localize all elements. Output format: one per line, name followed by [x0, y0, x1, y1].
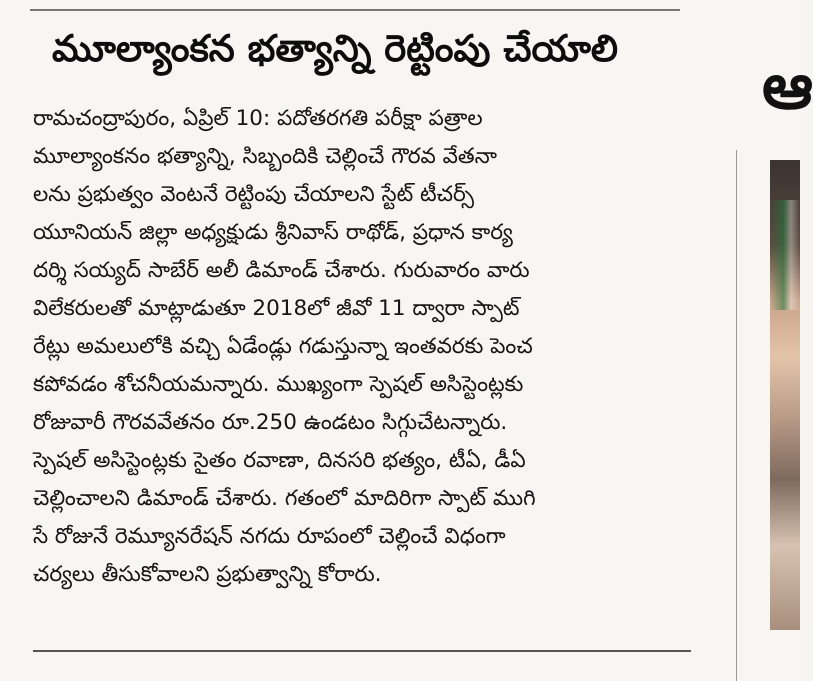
adjacent-headline-fragment: ఆ [762, 50, 813, 124]
body-line: రోజువారీ గౌరవవేతనం రూ.250 ఉండటం సిగ్గుచేటన్నారు. [33, 410, 508, 435]
body-line: లను ప్రభుత్వం వెంటనే రెట్టింపు చేయాలని స్టేట్ టీచర్స్ [33, 182, 475, 207]
body-line: దర్శి సయ్యద్ సాబేర్ అలీ డిమాండ్ చేశారు. గురువారం వారు [33, 258, 530, 283]
body-line: మూల్యాంకనం భత్యాన్ని, సిబ్బందికి చెల్లించే గౌరవ వేతనా [33, 144, 497, 169]
body-line: చర్యలు తీసుకోవాలని ప్రభుత్వాన్ని కోరారు. [33, 562, 382, 587]
body-line: యూనియన్ జిల్లా అధ్యక్షుడు శ్రీనివాస్ రాథోడ్, ప్రధాన కార్య [33, 220, 513, 245]
body-line: స్పెషల్ అసిస్టెంట్లకు సైతం రవాణా, దినసరి భత్యం, టీఏ, డీఏ [33, 448, 526, 473]
article-headline: మూల్యాంకన భత్యాన్ని రెట్టింపు చేయాలి [52, 27, 619, 70]
body-line: కపోవడం శోచనీయమన్నారు. ముఖ్యంగా స్పెషల్ అసిస్టెంట్లకు [33, 372, 524, 397]
body-line: రామచంద్రాపురం, ఏప్రిల్ 10: పదోతరగతి పరీక్షా పత్రాల [33, 106, 483, 131]
top-rule [30, 9, 680, 11]
body-line: రేట్లు అమలులోకి వచ్చి ఏడేండ్లు గడుస్తున్నా ఇంతవరకు పెంచ [33, 334, 533, 359]
body-line: విలేకరులతో మాట్లాడుతూ 2018లో జీవో 11 ద్వారా స్పాట్ [33, 296, 520, 321]
article-body [33, 100, 693, 594]
adjacent-photo [770, 160, 800, 630]
bottom-rule [33, 650, 691, 652]
body-line: చెల్లించాలని డిమాండ్ చేశారు. గతంలో మాదిరిగా స్పాట్ ముగి [33, 486, 536, 511]
photo-garland-detail [770, 200, 800, 310]
column-divider [736, 150, 737, 681]
body-line: సే రోజునే రెమ్యూనరేషన్ నగదు రూపంలో చెల్లించే విధంగా [33, 524, 506, 549]
